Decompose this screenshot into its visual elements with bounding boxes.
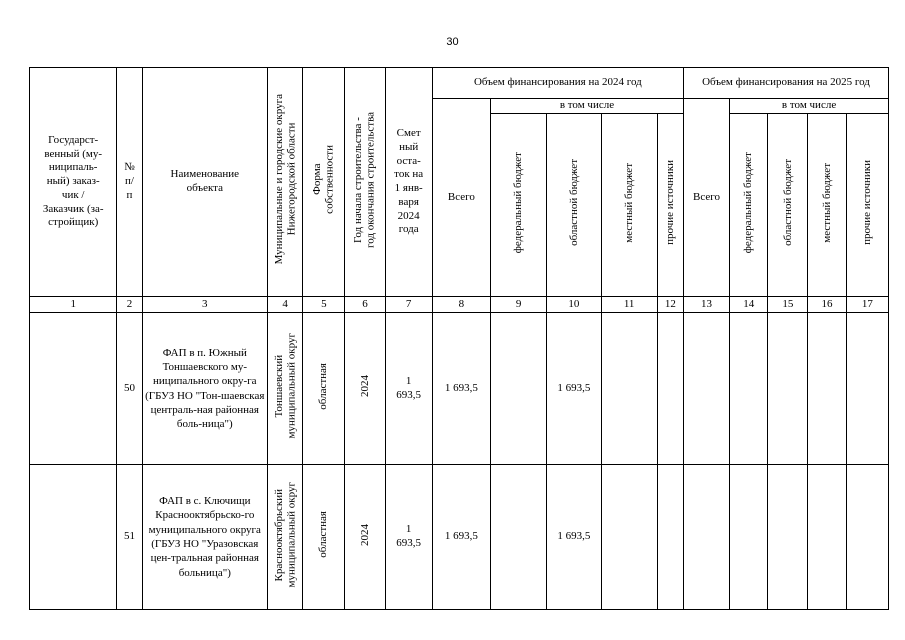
municipality-cell: Краснооктябрьский муниципальный округ: [268, 465, 303, 610]
column-number: 5: [303, 297, 345, 313]
year-cell: 2024: [345, 465, 385, 610]
column-number: 12: [657, 297, 683, 313]
header-municipality: Муниципальные и городские округа Нижегородской области: [268, 68, 303, 297]
regional-2024-cell: 1 693,5: [547, 313, 601, 465]
header-regional-2024: областной бюджет: [547, 114, 601, 297]
regional-2025-cell: [768, 465, 808, 610]
header-ownership: Форма собственности: [303, 68, 345, 297]
column-number: 14: [730, 297, 768, 313]
column-number: 8: [432, 297, 490, 313]
header-federal-2024: федеральный бюджет: [491, 114, 547, 297]
column-number: 6: [345, 297, 385, 313]
header-total-2024: Всего: [432, 99, 490, 297]
header-estimate: Смет ный оста- ток на 1 янв- варя 2024 года: [385, 68, 432, 297]
regional-2025-cell: [768, 313, 808, 465]
other-2024-cell: [657, 313, 683, 465]
table-row: [30, 313, 889, 465]
column-number: 10: [547, 297, 601, 313]
municipality-cell: Тоншаевский муниципальный округ: [268, 313, 303, 465]
page-number: 30: [446, 36, 459, 48]
column-number: 4: [268, 297, 303, 313]
header-other-2024: прочие источники: [657, 114, 683, 297]
ownership-cell: областная: [303, 465, 345, 610]
financing-table: [29, 67, 889, 610]
local-2024-cell: [601, 313, 657, 465]
row-number: 50: [117, 313, 142, 465]
object-name: ФАП в п. Южный Тоншаевского му-ниципального окру-га (ГБУЗ НО "Тон-шаевская централь-ная районная боль-ница"): [142, 313, 268, 465]
column-number: 13: [683, 297, 729, 313]
header-years: Год начала строительства - год окончания строительства: [345, 68, 385, 297]
estimate-cell: 1 693,5: [385, 313, 432, 465]
header-fin-2024: Объем финансирования на 2024 год: [432, 68, 683, 99]
column-number: 7: [385, 297, 432, 313]
table-row: [30, 465, 889, 610]
header-local-2024: местный бюджет: [601, 114, 657, 297]
column-number: 1: [30, 297, 117, 313]
year-cell: 2024: [345, 313, 385, 465]
header-row-no: № п/ п: [117, 68, 142, 297]
header-federal-2025: федеральный бюджет: [730, 114, 768, 297]
customer-cell: [30, 465, 117, 610]
federal-2024-cell: [491, 465, 547, 610]
header-including-2025: в том числе: [730, 99, 889, 114]
total-2025-cell: [683, 465, 729, 610]
federal-2024-cell: [491, 313, 547, 465]
column-number: 11: [601, 297, 657, 313]
federal-2025-cell: [730, 313, 768, 465]
estimate-cell: 1 693,5: [385, 465, 432, 610]
total-2024-cell: 1 693,5: [432, 465, 490, 610]
other-2024-cell: [657, 465, 683, 610]
header-total-2025: Всего: [683, 99, 729, 297]
local-2025-cell: [808, 313, 846, 465]
header-regional-2025: областной бюджет: [768, 114, 808, 297]
total-2024-cell: 1 693,5: [432, 313, 490, 465]
column-number: 17: [846, 297, 888, 313]
local-2024-cell: [601, 465, 657, 610]
column-number: 3: [142, 297, 268, 313]
federal-2025-cell: [730, 465, 768, 610]
header-fin-2025: Объем финансирования на 2025 год: [683, 68, 888, 99]
header-including-2024: в том числе: [491, 99, 684, 114]
column-number-row: [30, 297, 889, 313]
column-number: 15: [768, 297, 808, 313]
ownership-cell: областная: [303, 313, 345, 465]
row-number: 51: [117, 465, 142, 610]
header-other-2025: прочие источники: [846, 114, 888, 297]
local-2025-cell: [808, 465, 846, 610]
customer-cell: [30, 313, 117, 465]
other-2025-cell: [846, 313, 888, 465]
regional-2024-cell: 1 693,5: [547, 465, 601, 610]
header-customer: Государст- венный (му- ниципаль- ный) заказ- чик / Заказчик (за- стройщик): [30, 68, 117, 297]
column-number: 9: [491, 297, 547, 313]
other-2025-cell: [846, 465, 888, 610]
header-object-name: Наименование объекта: [142, 68, 268, 297]
column-number: 2: [117, 297, 142, 313]
total-2025-cell: [683, 313, 729, 465]
column-number: 16: [808, 297, 846, 313]
header-local-2025: местный бюджет: [808, 114, 846, 297]
object-name: ФАП в с. Ключищи Краснооктябрьско-го муниципального округа (ГБУЗ НО "Уразовская цен-тральная районная больница"): [142, 465, 268, 610]
